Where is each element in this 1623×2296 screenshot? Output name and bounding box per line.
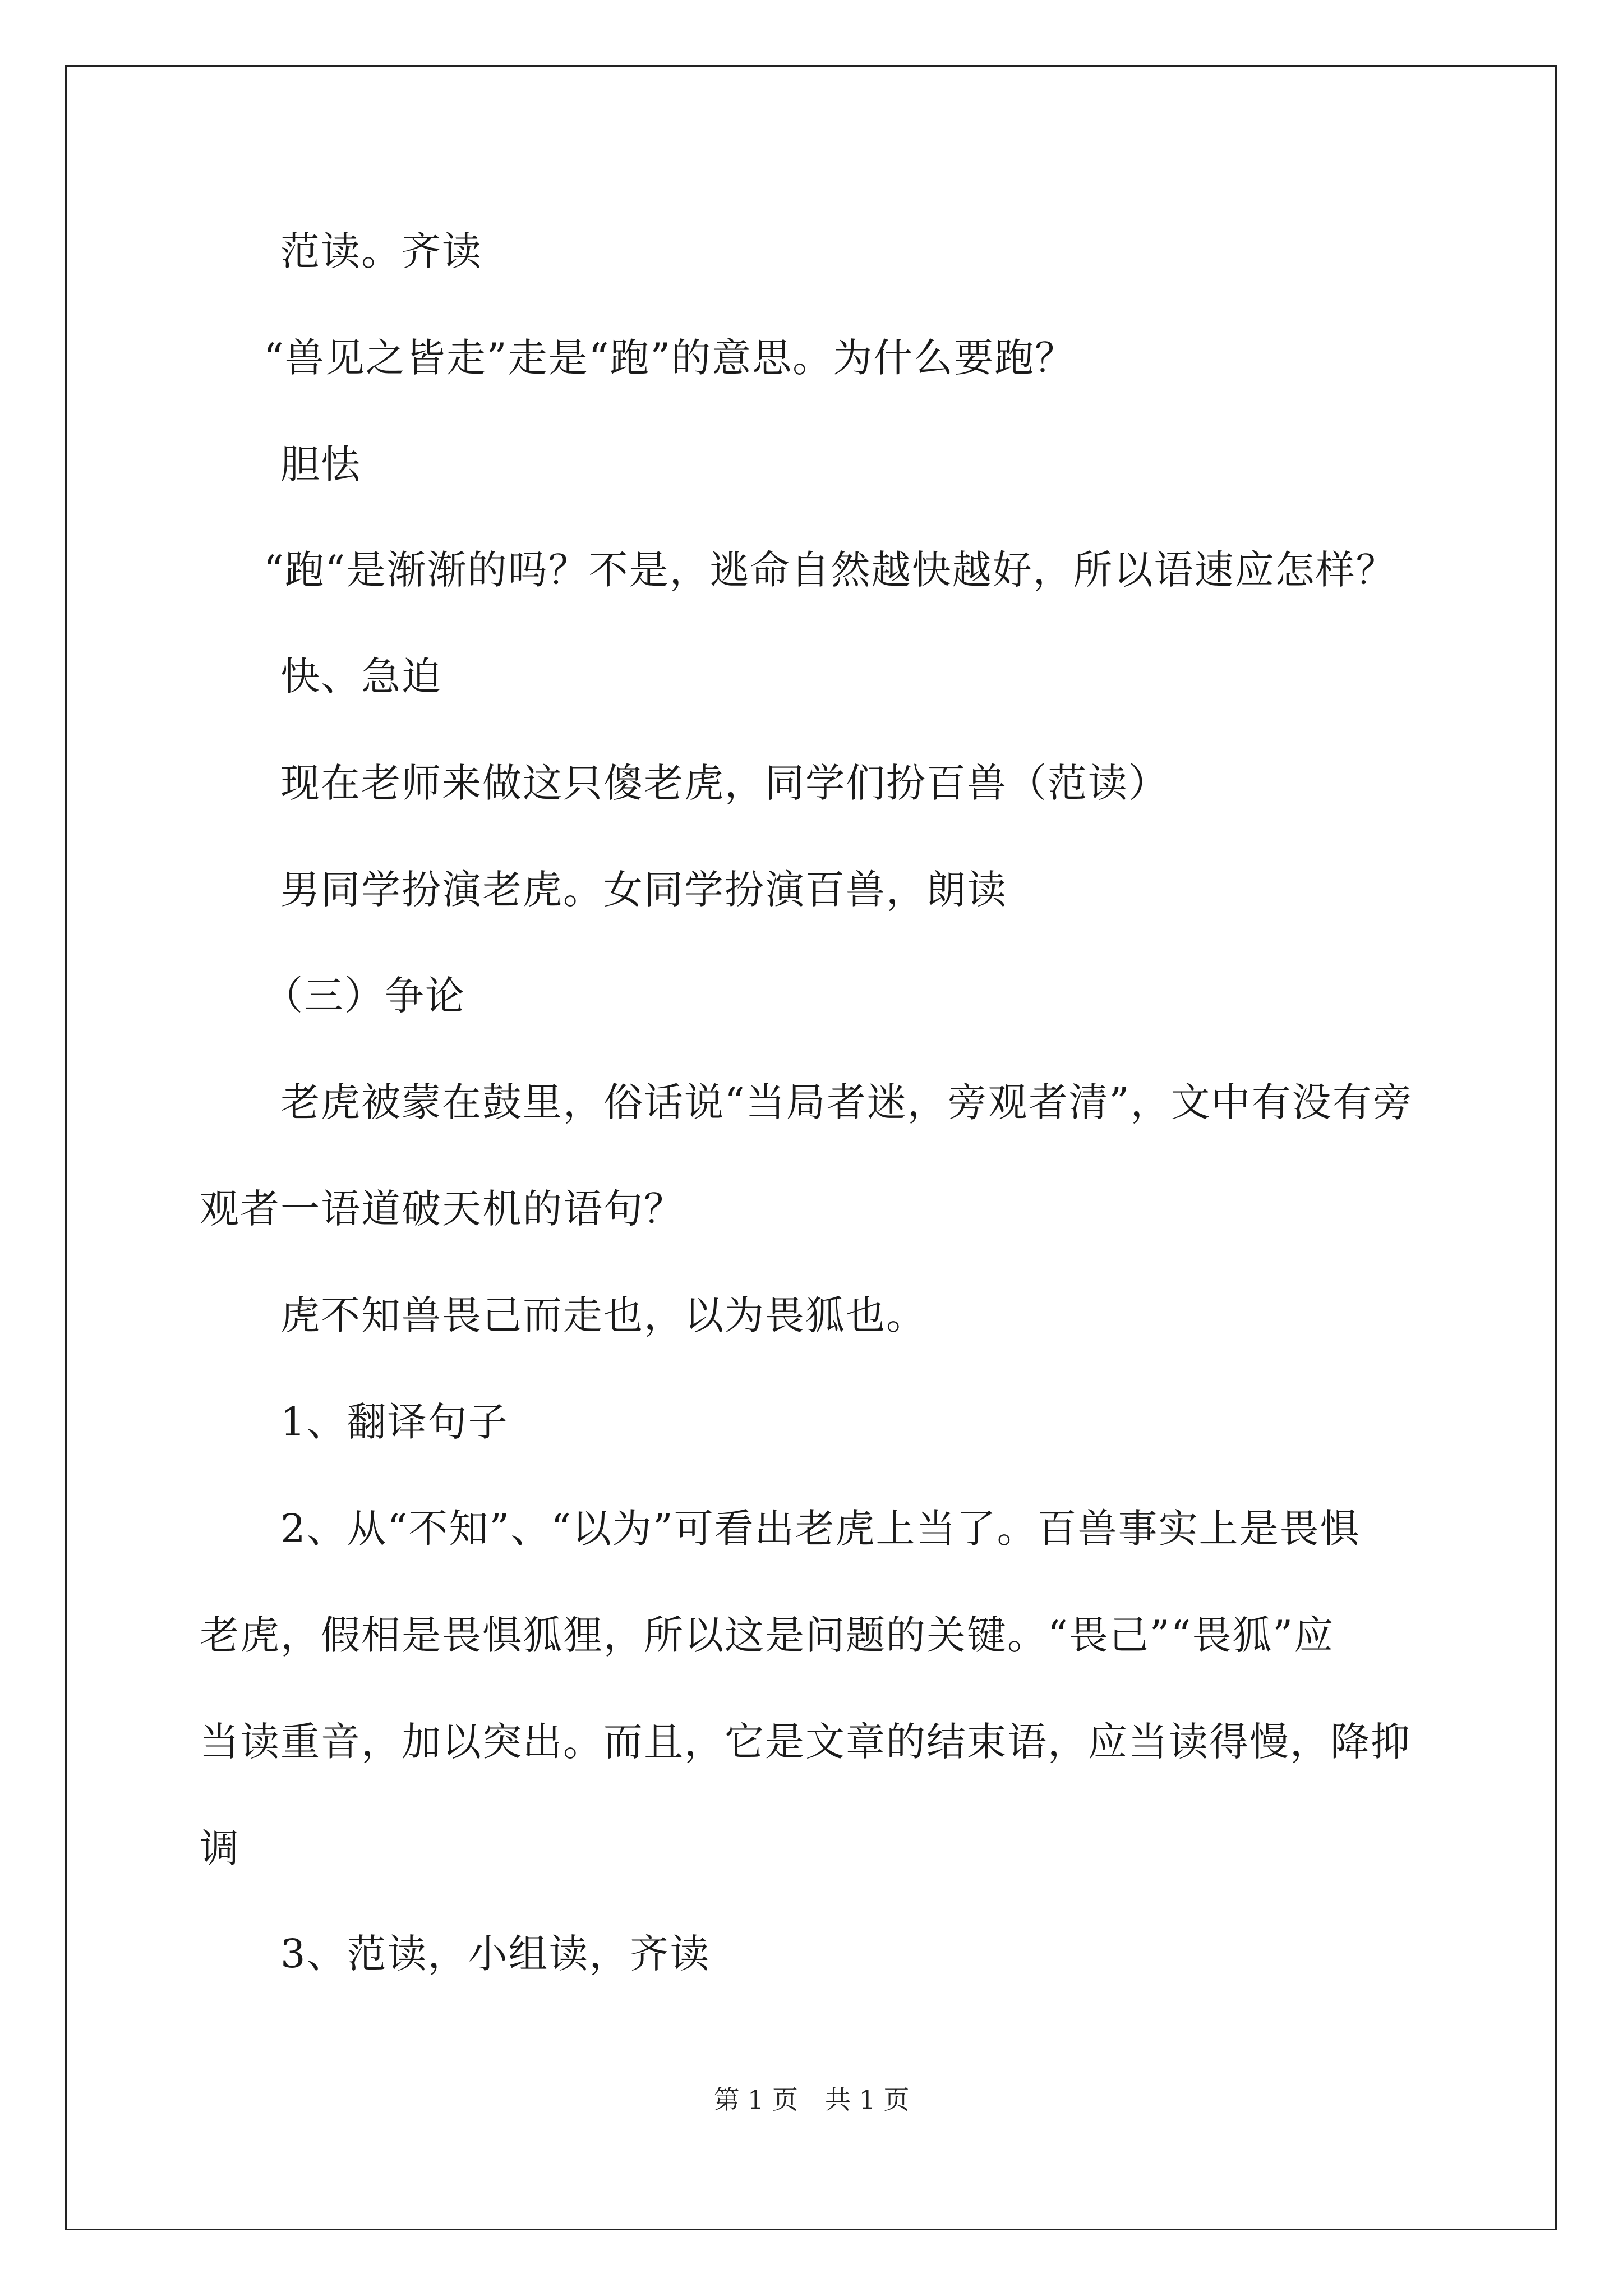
text-line: 3、范读，小组读，齐读	[280, 1931, 711, 1977]
text-line: 2、从“不知”、“以为”可看出老虎上当了。百兽事实上是畏惧	[280, 1506, 1361, 1552]
text-line: 男同学扮演老虎。女同学扮演百兽，朗读	[280, 867, 1007, 913]
text-line: “兽见之皆走”走是“跑”的意思。为什么要跑？	[264, 335, 1076, 381]
text-line: 胆怯	[280, 441, 361, 487]
text-line: 当读重音，加以突出。而且，它是文章的结束语，应当读得慢，降抑	[200, 1719, 1411, 1765]
text-line: 调	[200, 1825, 240, 1871]
text-line: 虎不知兽畏己而走也，以为畏狐也。	[280, 1292, 926, 1338]
page-number: 第 1 页	[713, 2085, 798, 2115]
text-line: 快、急迫	[280, 654, 442, 700]
text-line: “跑“是渐渐的吗？不是，逃命自然越快越好，所以语速应怎样？	[264, 547, 1396, 593]
section-heading: （三）争论	[264, 973, 465, 1019]
text-line: 1、翻译句子	[280, 1399, 509, 1445]
text-line: 老虎被蒙在鼓里，俗话说“当局者迷，旁观者清”，文中有没有旁	[280, 1079, 1413, 1125]
text-line: 现在老师来做这只傻老虎，同学们扮百兽（范读）	[280, 760, 1169, 806]
text-line: 范读。齐读	[280, 228, 482, 274]
text-line: 观者一语道破天机的语句？	[200, 1186, 684, 1232]
page-total: 共 1 页	[825, 2085, 910, 2115]
text-line: 老虎，假相是畏惧狐狸，所以这是问题的关键。“畏己”“畏狐”应	[200, 1612, 1335, 1658]
page-footer	[0, 2083, 1623, 2116]
